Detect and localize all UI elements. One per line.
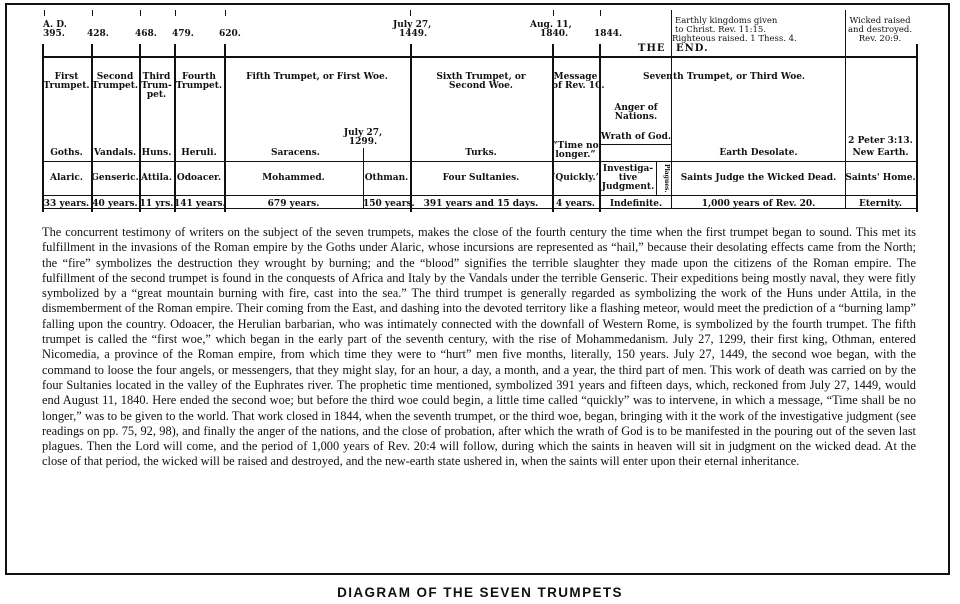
saints-home: Saints' Home. xyxy=(845,173,916,183)
trumpet-fifth: Fifth Trumpet, or First Woe. xyxy=(246,72,388,82)
leader-mohammed: Mohammed. xyxy=(262,173,325,183)
date-july27: July 27, xyxy=(393,20,432,30)
tick xyxy=(410,10,411,16)
period-7: 391 years and 15 days. xyxy=(423,199,539,209)
tick xyxy=(553,10,554,16)
new-earth-line2: New Earth. xyxy=(852,148,909,158)
trumpet-sixth-line2: Second Woe. xyxy=(449,81,513,91)
tick xyxy=(140,10,141,16)
period-6: 150 years. xyxy=(363,199,415,209)
date-1840: 1840. xyxy=(540,29,569,39)
period-4: 141 years. xyxy=(174,199,226,209)
date-1449: 1449. xyxy=(399,29,428,39)
grid-line xyxy=(174,44,176,212)
message-line2: of Rev. 10. xyxy=(552,81,605,91)
trumpet-third-line2: Trum- xyxy=(141,81,172,91)
end-label: END. xyxy=(676,43,709,54)
quickly: ‘Quickly.’ xyxy=(552,173,599,183)
wicked-raised-line2: and destroyed. xyxy=(847,25,913,35)
grid-line xyxy=(916,44,918,212)
period-2: 40 years. xyxy=(92,199,138,209)
investigative-line1: Investiga- xyxy=(602,164,654,174)
tick xyxy=(600,10,601,16)
trumpet-first-line1: First xyxy=(54,72,79,82)
earthly-kingdoms-line2: to Christ. Rev. 11:15. xyxy=(675,25,767,35)
grid-line xyxy=(410,44,412,212)
trumpet-second-line2: Trumpet. xyxy=(91,81,139,91)
earth-desolate: Earth Desolate. xyxy=(719,148,798,158)
time-no-longer-line2: longer.” xyxy=(555,150,596,160)
leader-genseric: Genseric. xyxy=(91,173,139,183)
leader-alaric: Alaric. xyxy=(49,173,83,183)
people-vandals: Vandals. xyxy=(93,148,137,158)
grid-line xyxy=(552,44,554,212)
grid-line xyxy=(139,44,141,212)
righteous-raised: Righteous raised. 1 Thess. 4. xyxy=(672,34,797,44)
grid-line xyxy=(42,44,44,212)
diagram-caption: DIAGRAM OF THE SEVEN TRUMPETS xyxy=(337,585,623,600)
period-8: 4 years. xyxy=(555,199,596,209)
period-5: 679 years. xyxy=(267,199,320,209)
people-saracens: Saracens. xyxy=(271,148,320,158)
time-no-longer-line1: “Time no xyxy=(552,141,599,151)
date-1844: 1844. xyxy=(594,29,623,39)
trumpet-third-line1: Third xyxy=(142,72,171,82)
wicked-raised-line1: Wicked raised xyxy=(849,16,911,26)
anger-line1: Anger of xyxy=(614,103,658,113)
anger-line2: Nations. xyxy=(614,112,658,122)
period-1: 33 years. xyxy=(43,199,90,209)
trumpet-seventh-a: Seven xyxy=(643,72,673,82)
trumpet-fourth-line1: Fourth xyxy=(182,72,216,82)
trumpet-second-line1: Second xyxy=(96,72,134,82)
trumpet-third-line3: pet. xyxy=(146,90,167,100)
date-aug11: Aug. 11, xyxy=(530,20,572,30)
tick xyxy=(225,10,226,16)
period-11: Eternity. xyxy=(859,199,902,209)
leader-othman: Othman. xyxy=(364,173,409,183)
people-huns: Huns. xyxy=(141,148,172,158)
date-395: 395. xyxy=(43,29,65,39)
wrath-of-god: Wrath of God. xyxy=(600,132,672,142)
date-ad: A. D. xyxy=(43,20,67,30)
people-heruli: Heruli. xyxy=(181,148,217,158)
tick xyxy=(92,10,93,16)
saints-judge: Saints Judge the Wicked Dead. xyxy=(680,173,837,183)
the-label: THE xyxy=(638,43,666,54)
investigative-line2: tive xyxy=(618,173,638,183)
leader-sultanies: Four Sultanies. xyxy=(442,173,520,183)
message-line1: Message xyxy=(553,72,598,82)
grid-line xyxy=(656,161,657,195)
date-468: 468. xyxy=(135,29,157,39)
investigative-line3: Judgment. xyxy=(601,182,655,192)
leader-odoacer: Odoacer. xyxy=(176,173,222,183)
grid-line xyxy=(91,44,93,212)
tick xyxy=(44,10,45,16)
plagues-vertical: Plagues. xyxy=(663,164,670,193)
date-428: 428. xyxy=(87,29,109,39)
othman-date-line1: July 27, xyxy=(343,128,383,138)
trumpet-sixth-line1: Sixth Trumpet, or xyxy=(436,72,526,82)
period-10: 1,000 years of Rev. 20. xyxy=(701,199,816,209)
trumpet-first-line2: Trumpet. xyxy=(43,81,90,91)
leader-attila: Attila. xyxy=(141,173,172,183)
period-3: 11 yrs. xyxy=(139,199,174,209)
grid-line xyxy=(224,44,226,212)
people-goths: Goths. xyxy=(50,148,83,158)
people-turks: Turks. xyxy=(465,148,497,158)
date-479: 479. xyxy=(172,29,194,39)
trumpet-seventh-b: th Trumpet, or Third Woe. xyxy=(673,72,806,82)
explanation-paragraph: The concurrent testimony of writers on the subject of the seven trumpets, makes the close of the fourth century the time when the first trumpet began to sound. This met its fulfillment in the invasions of the Roman empire by the Goths under Alaric, whose incursions are represented as “hail,” because their desolating effects came from the North; the “fire” symbolizes the destruction they wrought by burning; and the “blood” signifies the terrible slaughter they made upon the citizens of the Roman empire. The fulfillment of the second trumpet is found in the conquests of Africa and Italy by the Vandals under the terrible Genseric. Their expeditions being mostly naval, they were fitly symbolized by a “great mountain burning with fire, cast into the sea.” The third trumpet is generally regarded as symbolizing the work of the Huns under Attila, in the dismemberment of the Roman empire. Their coming from the East, and dashing into the devoted territory like a flashing meteor, would meet the prediction of a “burning lamp” falling upon the country. Odoacer, the Herulian barbarian, who was intimately connected with the downfall of Western Rome, is symbolized by the fourth trumpet. The fifth trumpet is called the “first woe,” which began in the early part of the seventh century, with the rise of Mohammedanism. July 27, 1299, their first king, Othman, entered Nicomedia, a province of the Roman empire, from which time they were to “hurt” men five months, literally, 150 years. July 27, 1449, the second woe began, with the command to loose the four angels, or messengers, that they might slay, for an hour, a day, a month, and a year, the third part of men. This work of death was carried on by the four Sultanies located in the valley of the Euphrates river. The prophetic time mentioned, symbolized 391 years and fifteen days, which, reckoned from July 27, 1449, would end August 11, 1840. Here ended the second woe; but before the third woe could begin, a little time called “quickly” was to intervene, in which a message, “Time shall be no longer,” was to be given to the world. That work closed in 1844, when the seventh trumpet, or the third woe, began, bringing with it the work of the investigative judgment (see readings on pp. 75, 92, 98), and finally the anger of the nations, and the close of probation, after which the wrath of God is to be manifested in the pouring out of the seven last plagues. Then the Lord will come, and the period of 1,000 years of Rev. 20:4 will follow, during which the saints in heaven will sit in judgment on the wicked dead. At the close of that period, the wicked will be raised and destroyed, and the new-earth state ushered in, when the saints will enter upon their eternal inheritance. xyxy=(42,225,916,469)
grid-line xyxy=(600,144,672,145)
wicked-raised-line3: Rev. 20:9. xyxy=(858,34,902,44)
period-9: Indefinite. xyxy=(609,199,663,209)
date-620: 620. xyxy=(219,29,241,39)
new-earth-line1: 2 Peter 3:13. xyxy=(848,136,913,146)
othman-date-line2: 1299. xyxy=(348,137,378,147)
tick xyxy=(175,10,176,16)
earthly-kingdoms-line1: Earthly kingdoms given xyxy=(675,16,778,26)
trumpet-fourth-line2: Trumpet. xyxy=(175,81,223,91)
